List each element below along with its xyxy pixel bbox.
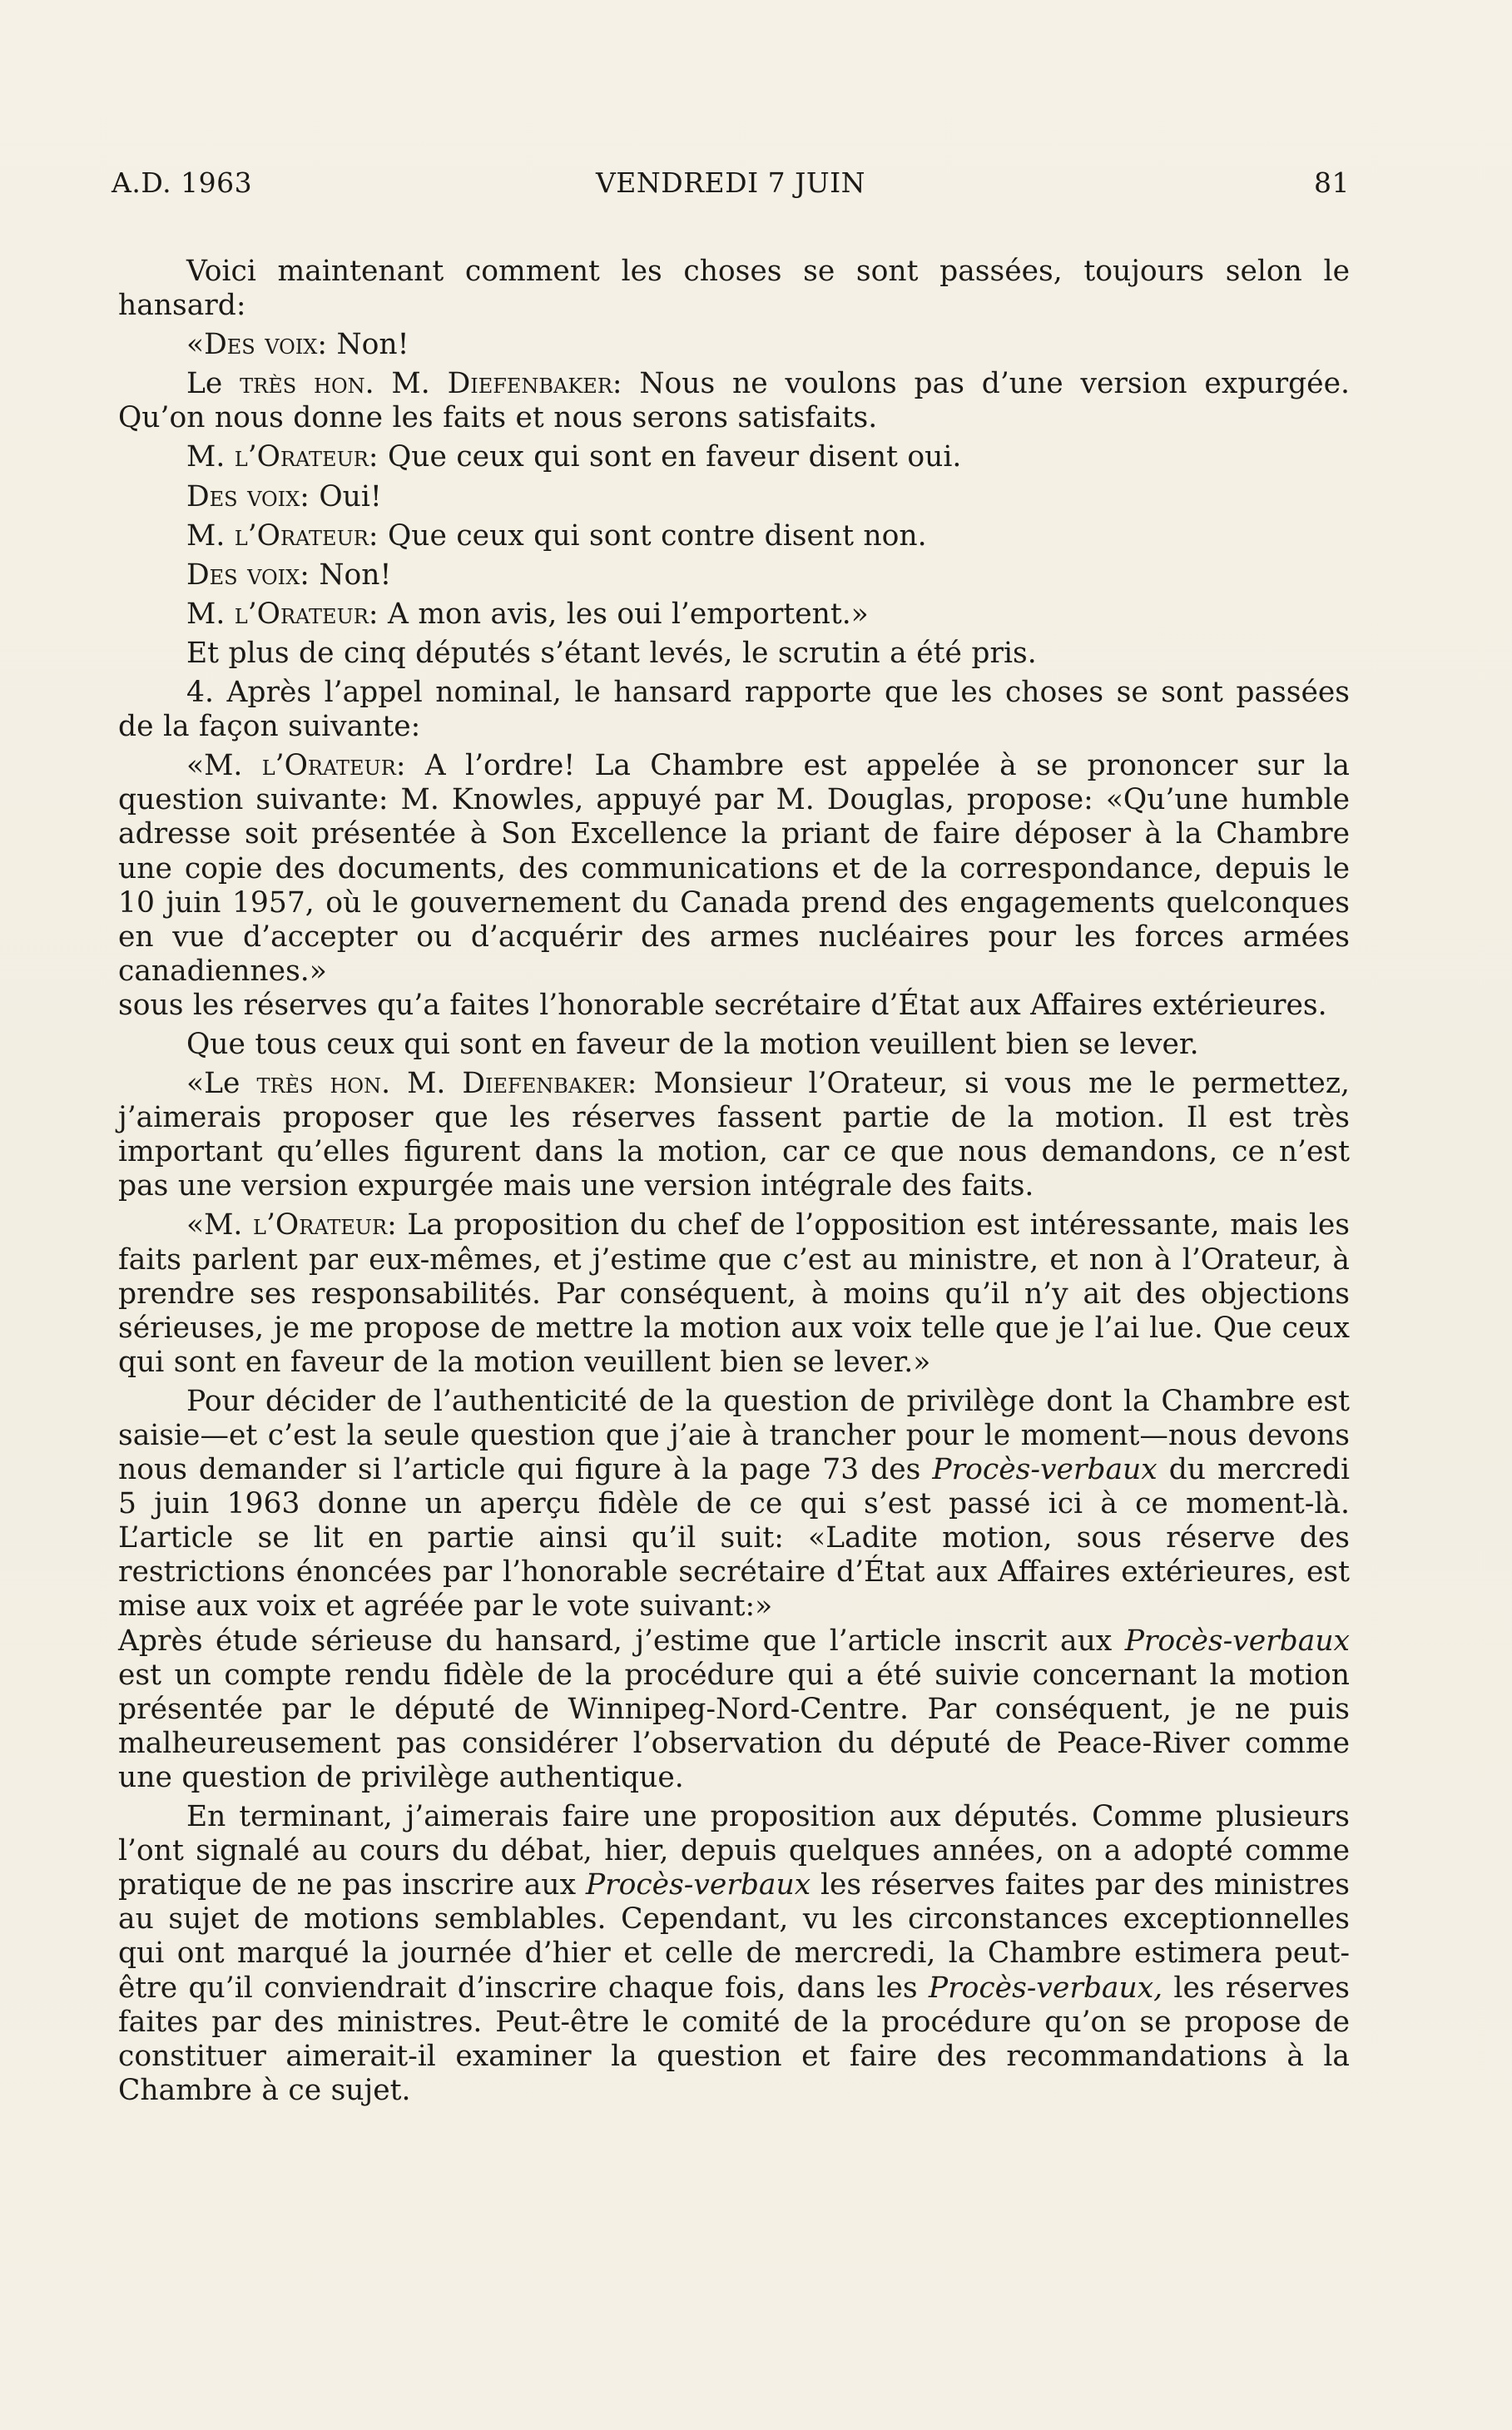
paragraph: «M. l’Orateur: La proposition du chef de l’opposition est intéressante, mais les faits parlent par eux-mêmes, et j’estime que c’est au ministre, et non à l’Orateur, à prendre ses responsabilités. Par conséquent, à moins qu’il n’y ait des objections sérieuses, je me propose de mettre la motion aux voix telle que je l’ai lue. Que ceux qui sont en faveur de la motion veuillent bien se lever.» bbox=[118, 1208, 1350, 1379]
paragraph: Pour décider de l’authenticité de la question de privilège dont la Chambre est saisie—et c’est la seule question que j’aie à trancher pour le moment—nous devons nous demander si l’article qui figure à la page 73 des Procès-verbaux du mercredi 5 juin 1963 donne un aperçu fidèle de ce qui s’est passé ici à ce moment-là. L’article se lit en partie ainsi qu’il suit: «Ladite motion, sous réserve des restrictions énoncées par l’honorable secrétaire d’État aux Affaires extérieures, est mise aux voix et agréée par le vote suivant:» bbox=[118, 1384, 1350, 1624]
paragraph: 4. Après l’appel nominal, le hansard rapporte que les choses se sont passées de la façon suivante: bbox=[118, 676, 1350, 744]
paragraph: «M. l’Orateur: A l’ordre! La Chambre est appelée à se prononcer sur la question suivante: M. Knowles, appuyé par M. Douglas, propose: «Qu’une humble adresse soit présentée à Son Excellence la priant de faire déposer à la Chambre une copie des documents, des communications et de la correspondance, depuis le 10 juin 1957, où le gouvernement du Canada prend des engagements quelconques en vue d’accepter ou d’acquérir des armes nucléaires pour les forces armées canadiennes.» bbox=[118, 749, 1350, 988]
paragraph: Et plus de cinq députés s’étant levés, le scrutin a été pris. bbox=[186, 636, 1037, 670]
header-year: A.D. 1963 bbox=[112, 166, 253, 199]
header-date: VENDREDI 7 JUIN bbox=[595, 166, 866, 199]
paragraph: Voici maintenant comment les choses se sont passées, toujours selon le hansard: bbox=[118, 255, 1350, 323]
paragraph: Des voix: Oui! bbox=[186, 479, 382, 513]
paragraph: sous les réserves qu’a faites l’honorable secrétaire d’État aux Affaires extérieures. bbox=[118, 988, 1327, 1022]
page-number: 81 bbox=[1314, 166, 1350, 199]
paragraph: Après étude sérieuse du hansard, j’estime que l’article inscrit aux Procès-verbaux est un compte rendu fidèle de la procédure qui a été suivie concernant la motion présentée par le député de Winnipeg-Nord-Centre. Par conséquent, je ne puis malheureusement pas considérer l’observation du député de Peace-River comme une question de privilège authentique. bbox=[118, 1624, 1350, 1794]
body-text bbox=[118, 255, 1350, 2108]
paragraph: «Des voix: Non! bbox=[186, 328, 409, 362]
running-head bbox=[112, 166, 1350, 208]
paragraph: «Le très hon. M. Diefenbaker: Monsieur l’Orateur, si vous me le permettez, j’aimerais proposer que les réserves fassent partie de la motion. Il est très important qu’elles figurent dans la motion, car ce que nous demandons, ce n’est pas une version expurgée mais une version intégrale des faits. bbox=[118, 1067, 1350, 1203]
paragraph: M. l’Orateur: A mon avis, les oui l’emportent.» bbox=[186, 597, 869, 631]
paragraph: M. l’Orateur: Que ceux qui sont contre disent non. bbox=[186, 518, 927, 553]
paragraph: Des voix: Non! bbox=[186, 558, 392, 592]
paragraph: Que tous ceux qui sont en faveur de la motion veuillent bien se lever. bbox=[186, 1027, 1199, 1061]
paragraph: Le très hon. M. Diefenbaker: Nous ne voulons pas d’une version expurgée. Qu’on nous donne les faits et nous serons satisfaits. bbox=[118, 367, 1350, 435]
paragraph: M. l’Orateur: Que ceux qui sont en faveur disent oui. bbox=[186, 440, 962, 474]
paragraph: En terminant, j’aimerais faire une proposition aux députés. Comme plusieurs l’ont signalé au cours du débat, hier, depuis quelques années, on a adopté comme pratique de ne pas inscrire aux Procès-verbaux les réserves faites par des ministres au sujet de motions semblables. Cependant, vu les circonstances exceptionnelles qui ont marqué la journée d’hier et celle de mercredi, la Chambre estimera peut-être qu’il conviendrait d’inscrire chaque fois, dans les Procès-verbaux, les réserves faites par des ministres. Peut-être le comité de la procédure qu’on se propose de constituer aimerait-il examiner la question et faire des recommandations à la Chambre à ce sujet. bbox=[118, 1800, 1350, 2107]
